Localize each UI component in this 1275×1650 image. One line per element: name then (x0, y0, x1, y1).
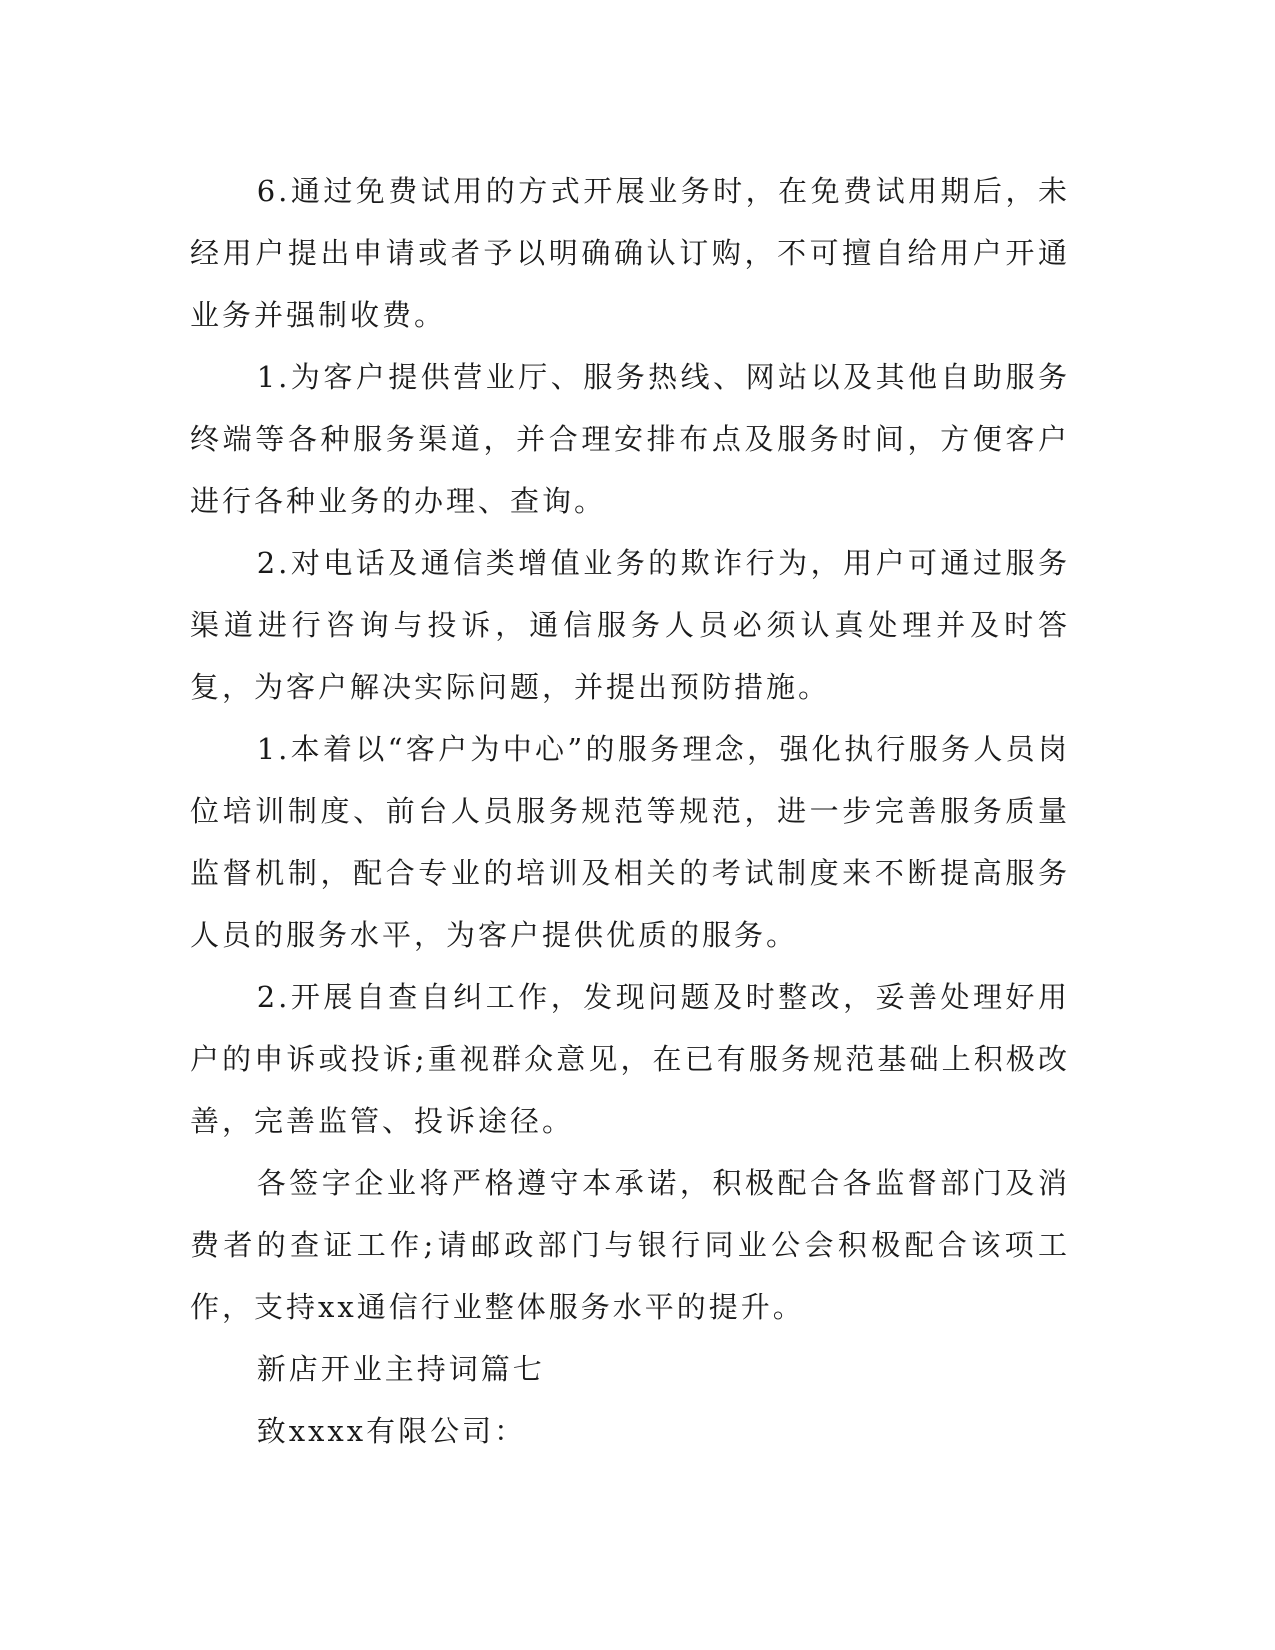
paragraph-fraud-complaints: 2.对电话及通信类增值业务的欺诈行为，用户可通过服务渠道进行咨询与投诉，通信服务人员必须认真处理并及时答复，为客户解决实际问题，并提出预防措施。 (190, 546, 1070, 704)
paragraph-free-trial: 6.通过免费试用的方式开展业务时，在免费试用期后，未经用户提出申请或者予以明确确认订购，不可擅自给用户开通业务并强制收费。 (190, 174, 1070, 332)
section-heading: 新店开业主持词篇七 (256, 1352, 545, 1386)
document-body (190, 160, 1070, 1462)
paragraph-self-inspection: 2.开展自查自纠工作，发现问题及时整改，妥善处理好用户的申诉或投诉;重视群众意见，在已有服务规范基础上积极改善，完善监管、投诉途径。 (190, 980, 1070, 1138)
paragraph-commitment: 各签字企业将严格遵守本承诺，积极配合各监督部门及消费者的查证工作;请邮政部门与银行同业公会积极配合该项工作，支持xx通信行业整体服务水平的提升。 (190, 1166, 1070, 1324)
salutation-line: 致xxxx有限公司： (256, 1414, 527, 1448)
paragraph-service-channels: 1.为客户提供营业厅、服务热线、网站以及其他自助服务终端等各种服务渠道，并合理安排布点及服务时间，方便客户进行各种业务的办理、查询。 (190, 360, 1070, 518)
paragraph-service-philosophy: 1.本着以“客户为中心”的服务理念，强化执行服务人员岗位培训制度、前台人员服务规范等规范，进一步完善服务质量监督机制，配合专业的培训及相关的考试制度来不断提高服务人员的服务水平，为客户提供优质的服务。 (190, 732, 1070, 952)
